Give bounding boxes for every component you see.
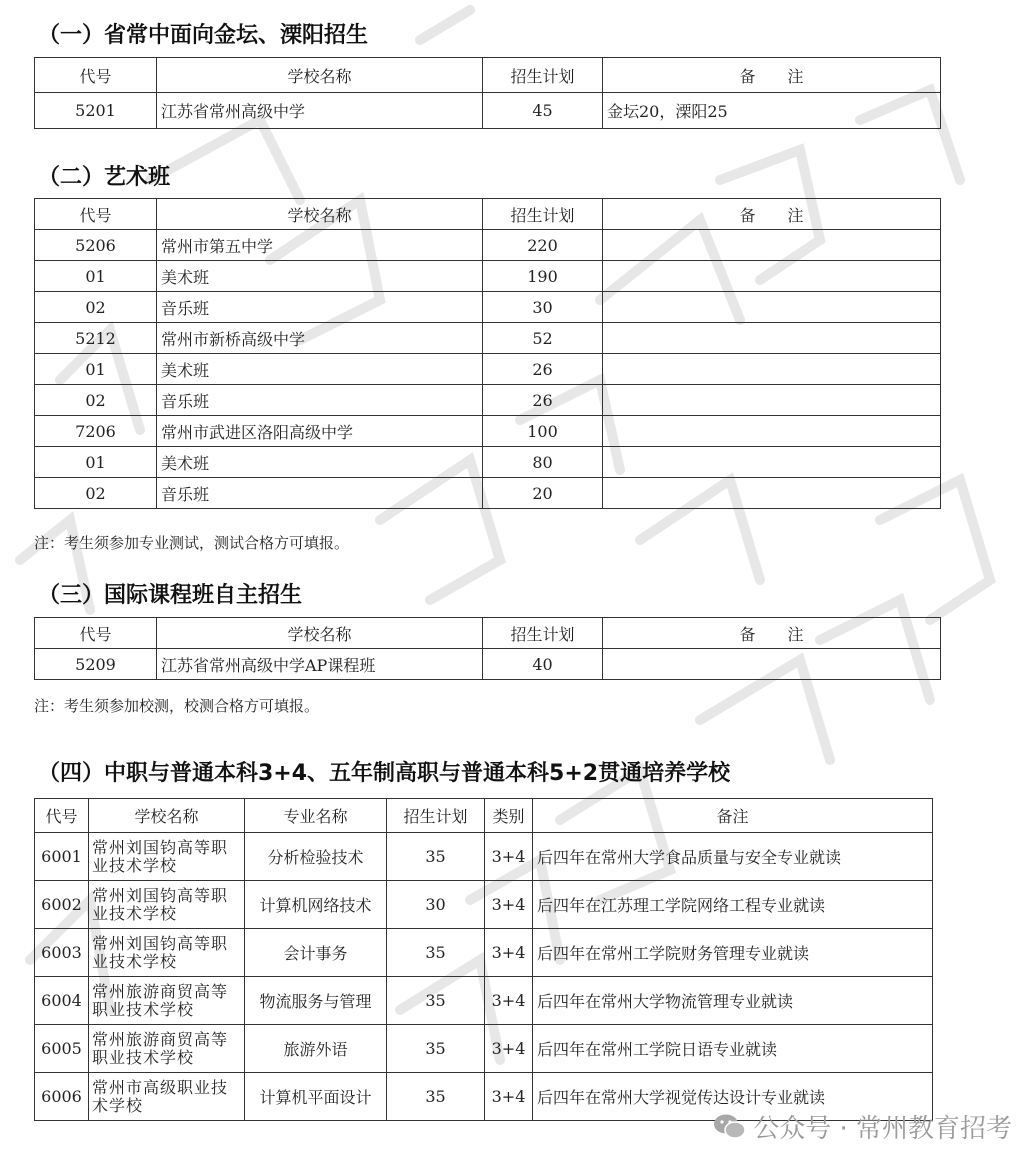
cell-school: 常州刘国钧高等职业技术学校 — [89, 929, 245, 977]
section-1-table — [34, 57, 941, 129]
cell-remark: 后四年在江苏理工学院网络工程专业就读 — [533, 881, 933, 929]
cell-type: 3+4 — [485, 977, 533, 1025]
cell-school: 美术班 — [157, 354, 483, 385]
cell-remark — [603, 230, 941, 261]
header-school: 学校名称 — [157, 618, 483, 649]
header-code: 代号 — [35, 618, 157, 649]
cell-school: 音乐班 — [157, 478, 483, 509]
cell-school: 美术班 — [157, 447, 483, 478]
table-row — [35, 1025, 933, 1073]
cell-code: 01 — [35, 354, 157, 385]
cell-plan: 30 — [483, 292, 603, 323]
cell-code: 6001 — [35, 833, 89, 881]
section-1-title: （一）省常中面向金坛、溧阳招生 — [38, 23, 369, 48]
table-header-row — [35, 58, 941, 93]
header-plan: 招生计划 — [387, 799, 485, 833]
cell-plan: 220 — [483, 230, 603, 261]
cell-code: 02 — [35, 292, 157, 323]
cell-plan: 35 — [387, 833, 485, 881]
cell-major: 计算机网络技术 — [245, 881, 387, 929]
cell-plan: 80 — [483, 447, 603, 478]
cell-remark: 后四年在常州大学物流管理专业就读 — [533, 977, 933, 1025]
table-row — [35, 447, 941, 478]
cell-type: 3+4 — [485, 929, 533, 977]
cell-code: 5212 — [35, 323, 157, 354]
cell-plan: 40 — [483, 649, 603, 680]
cell-plan: 26 — [483, 385, 603, 416]
cell-remark — [603, 478, 941, 509]
table-row — [35, 323, 941, 354]
cell-major: 物流服务与管理 — [245, 977, 387, 1025]
cell-remark: 金坛20，溧阳25 — [603, 93, 941, 129]
cell-code: 02 — [35, 478, 157, 509]
table-row — [35, 292, 941, 323]
cell-remark: 后四年在常州大学视觉传达设计专业就读 — [533, 1073, 933, 1121]
cell-school: 常州旅游商贸高等职业技术学校 — [89, 1025, 245, 1073]
cell-plan: 35 — [387, 929, 485, 977]
cell-plan: 35 — [387, 1073, 485, 1121]
cell-code: 5209 — [35, 649, 157, 680]
header-code: 代号 — [35, 799, 89, 833]
cell-code: 7206 — [35, 416, 157, 447]
cell-code: 01 — [35, 261, 157, 292]
wechat-icon — [713, 1113, 747, 1141]
cell-school: 常州市武进区洛阳高级中学 — [157, 416, 483, 447]
brand-text: 公众号 · 常州教育招考 — [753, 1114, 1012, 1144]
cell-code: 6005 — [35, 1025, 89, 1073]
section-3-title: （三）国际课程班自主招生 — [38, 583, 303, 608]
cell-code: 6006 — [35, 1073, 89, 1121]
header-remark: 备注 — [533, 799, 933, 833]
cell-school: 音乐班 — [157, 292, 483, 323]
cell-plan: 26 — [483, 354, 603, 385]
table-header-row — [35, 799, 933, 833]
cell-remark — [603, 447, 941, 478]
cell-school: 常州市新桥高级中学 — [157, 323, 483, 354]
table-row — [35, 385, 941, 416]
cell-type: 3+4 — [485, 833, 533, 881]
cell-school: 常州刘国钧高等职业技术学校 — [89, 833, 245, 881]
cell-school: 常州刘国钧高等职业技术学校 — [89, 881, 245, 929]
cell-remark — [603, 649, 941, 680]
cell-remark — [603, 261, 941, 292]
table-row — [35, 929, 933, 977]
table-row — [35, 977, 933, 1025]
section-2-note: 注：考生须参加专业测试，测试合格方可填报。 — [34, 534, 350, 552]
header-school: 学校名称 — [157, 58, 483, 93]
section-2-title: （二）艺术班 — [38, 165, 171, 190]
table-row — [35, 230, 941, 261]
section-2-table — [34, 198, 941, 509]
header-plan: 招生计划 — [483, 58, 603, 93]
cell-plan: 20 — [483, 478, 603, 509]
section-3-table — [34, 617, 941, 680]
cell-code: 5206 — [35, 230, 157, 261]
cell-remark: 后四年在常州工学院日语专业就读 — [533, 1025, 933, 1073]
cell-school: 江苏省常州高级中学 — [157, 93, 483, 129]
table-row — [35, 354, 941, 385]
header-remark: 备 注 — [603, 199, 941, 230]
cell-plan: 100 — [483, 416, 603, 447]
header-code: 代号 — [35, 58, 157, 93]
cell-type: 3+4 — [485, 1025, 533, 1073]
cell-remark — [603, 323, 941, 354]
cell-remark: 后四年在常州大学食品质量与安全专业就读 — [533, 833, 933, 881]
cell-code: 6004 — [35, 977, 89, 1025]
header-remark: 备 注 — [603, 618, 941, 649]
cell-school: 常州旅游商贸高等职业技术学校 — [89, 977, 245, 1025]
cell-major: 会计事务 — [245, 929, 387, 977]
cell-remark — [603, 354, 941, 385]
header-plan: 招生计划 — [483, 199, 603, 230]
header-plan: 招生计划 — [483, 618, 603, 649]
table-row — [35, 416, 941, 447]
table-row — [35, 833, 933, 881]
cell-major: 旅游外语 — [245, 1025, 387, 1073]
cell-major: 分析检验技术 — [245, 833, 387, 881]
cell-school: 音乐班 — [157, 385, 483, 416]
cell-plan: 190 — [483, 261, 603, 292]
cell-school: 江苏省常州高级中学AP课程班 — [157, 649, 483, 680]
wechat-brand — [713, 1108, 1012, 1145]
table-row — [35, 93, 941, 129]
table-row — [35, 881, 933, 929]
cell-major: 计算机平面设计 — [245, 1073, 387, 1121]
cell-plan: 52 — [483, 323, 603, 354]
section-4-title: （四）中职与普通本科3+4、五年制高职与普通本科5+2贯通培养学校 — [38, 761, 731, 786]
cell-code: 6003 — [35, 929, 89, 977]
cell-plan: 30 — [387, 881, 485, 929]
table-header-row — [35, 199, 941, 230]
section-3-note: 注：考生须参加校测，校测合格方可填报。 — [34, 697, 320, 715]
header-school: 学校名称 — [157, 199, 483, 230]
table-row — [35, 261, 941, 292]
cell-code: 01 — [35, 447, 157, 478]
cell-code: 6002 — [35, 881, 89, 929]
cell-remark — [603, 416, 941, 447]
table-row — [35, 478, 941, 509]
table-row — [35, 649, 941, 680]
cell-plan: 45 — [483, 93, 603, 129]
cell-remark: 后四年在常州工学院财务管理专业就读 — [533, 929, 933, 977]
cell-school: 美术班 — [157, 261, 483, 292]
cell-school: 常州市高级职业技术学校 — [89, 1073, 245, 1121]
cell-remark — [603, 385, 941, 416]
table-header-row — [35, 618, 941, 649]
cell-code: 5201 — [35, 93, 157, 129]
cell-plan: 35 — [387, 1025, 485, 1073]
section-4-table — [34, 798, 933, 1121]
header-type: 类别 — [485, 799, 533, 833]
cell-school: 常州市第五中学 — [157, 230, 483, 261]
cell-plan: 35 — [387, 977, 485, 1025]
header-school: 学校名称 — [89, 799, 245, 833]
header-code: 代号 — [35, 199, 157, 230]
cell-code: 02 — [35, 385, 157, 416]
header-major: 专业名称 — [245, 799, 387, 833]
cell-type: 3+4 — [485, 881, 533, 929]
cell-remark — [603, 292, 941, 323]
header-remark: 备 注 — [603, 58, 941, 93]
cell-type: 3+4 — [485, 1073, 533, 1121]
